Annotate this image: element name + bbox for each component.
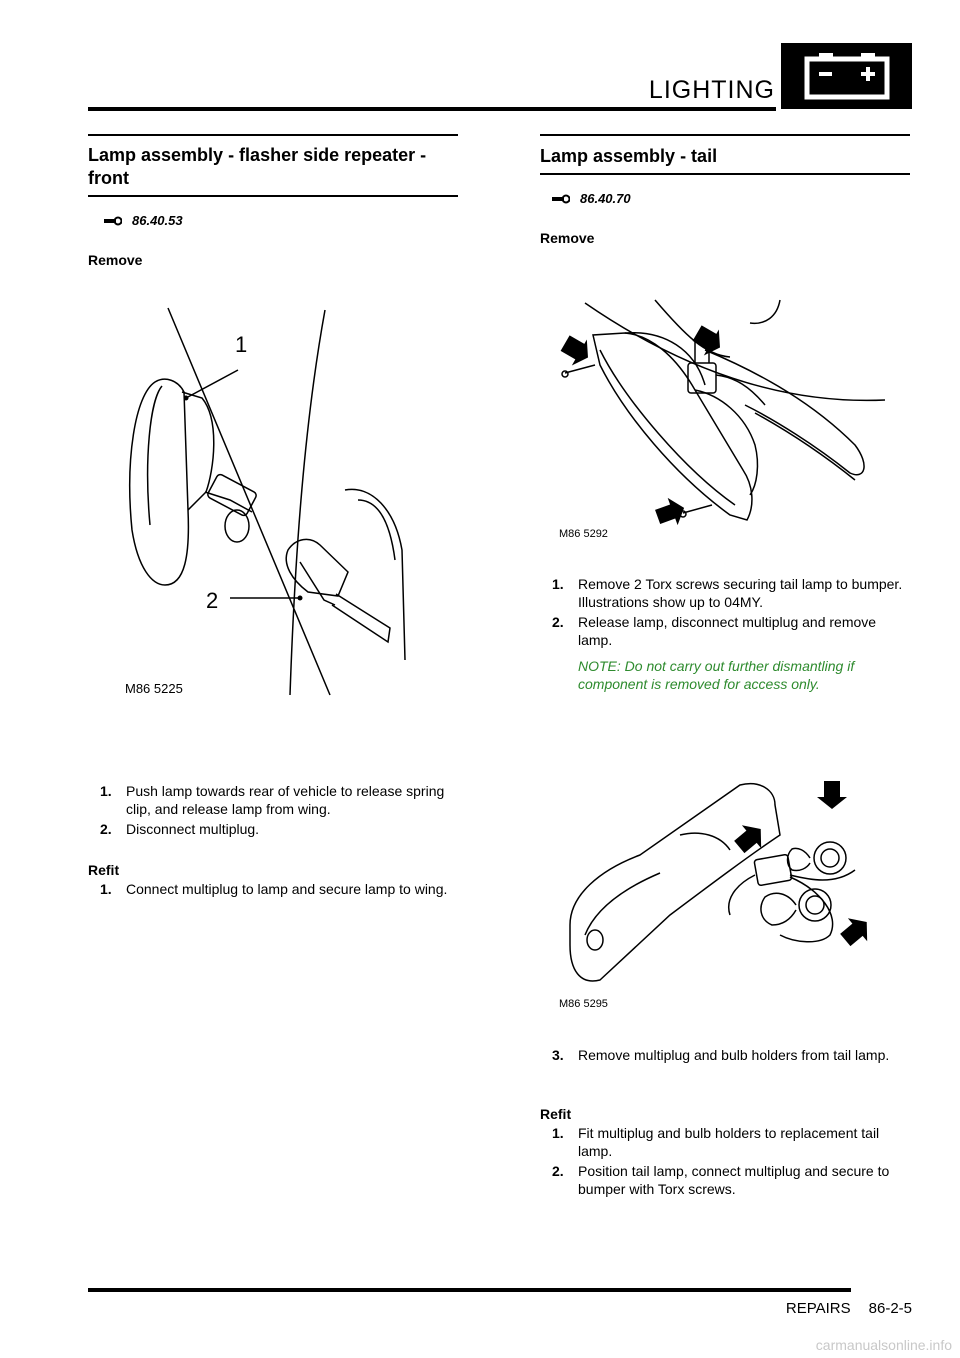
left-refit-heading: Refit [88,862,120,878]
left-illustration [110,300,430,700]
wrench-icon [104,216,122,226]
left-repair-code [104,213,183,228]
list-item: 3. Remove multiplug and bulb holders from tail lamp. [552,1047,890,1063]
left-remove-steps [100,782,460,840]
left-title-top-rule [88,134,458,136]
right-remove-heading: Remove [540,230,595,246]
left-refit-steps [100,880,460,900]
right-title-top-rule [540,134,910,136]
callout-1: 1 [235,332,248,357]
right-illustration-2 [560,775,870,995]
list-item: 2. Position tail lamp, connect multiplug and secure to bumper with Torx screws. [552,1163,890,1197]
right-figure-2-code: M86 5295 [559,998,608,1010]
left-figure-code: M86 5225 [125,681,183,696]
list-item: 1. Connect multiplug to lamp and secure lamp to wing. [100,881,448,897]
callout-2: 2 [206,588,219,613]
list-item: 1. Remove 2 Torx screws securing tail lamp to bumper. Illustrations show up to 04MY. [552,576,903,610]
footer-page-number: 86-2-5 [868,1300,912,1317]
right-section-title: Lamp assembly - tail [540,146,718,166]
right-title-bottom-rule [540,173,910,175]
list-item: 2. Disconnect multiplug. [100,821,260,837]
list-item: 1. Push lamp towards rear of vehicle to release spring clip, and release lamp from wing. [100,783,445,817]
page-footer [786,1300,912,1317]
wrench-icon [552,194,570,204]
right-repair-code [552,191,631,206]
right-illustration-1 [555,295,895,535]
right-remove-steps-2 [552,1046,912,1066]
left-repair-code-text: 86.40.53 [132,213,183,228]
page-header-title: LIGHTING [648,76,775,104]
list-item: 1. Fit multiplug and bulb holders to replacement tail lamp. [552,1125,880,1159]
list-item: 2. Release lamp, disconnect multiplug and remove lamp. [552,614,877,648]
footer-rule [88,1288,851,1292]
left-title-bottom-rule [88,195,458,197]
right-remove-steps [552,575,912,651]
header-rule [88,107,776,111]
watermark: carmanualsonline.info [815,1337,952,1353]
note-text: NOTE: Do not carry out further dismantling if component is removed for access only. [578,658,855,692]
right-refit-steps [552,1124,912,1200]
left-section-title: Lamp assembly - flasher side repeater - front [88,145,427,188]
right-repair-code-text: 86.40.70 [580,191,631,206]
right-figure-1-code: M86 5292 [559,528,608,540]
left-remove-heading: Remove [88,252,143,268]
right-refit-heading: Refit [540,1106,572,1122]
footer-section: REPAIRS [785,1300,851,1317]
battery-icon [781,43,912,109]
